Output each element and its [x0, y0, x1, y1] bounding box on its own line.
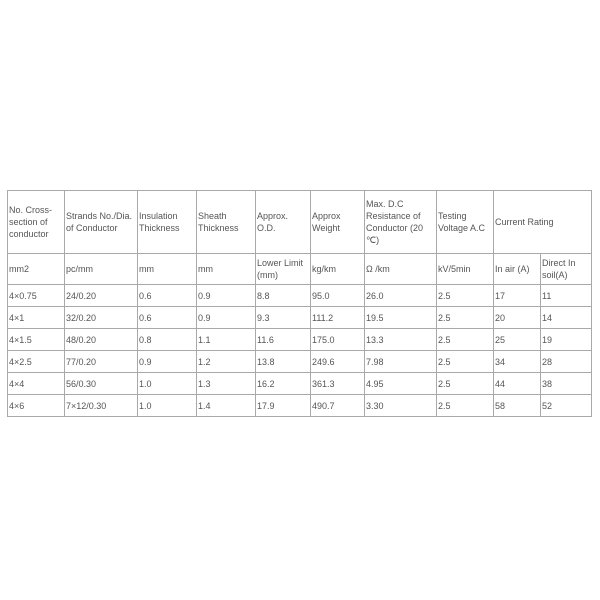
cell-approx-od: 17.9 — [256, 395, 311, 417]
cell-max-dc-resistance: 26.0 — [365, 285, 437, 307]
cell-strands: 7×12/0.30 — [65, 395, 138, 417]
cell-in-air: 44 — [494, 373, 541, 395]
cell-max-dc-resistance: 13.3 — [365, 329, 437, 351]
cell-sheath: 1.2 — [197, 351, 256, 373]
cell-max-dc-resistance: 19.5 — [365, 307, 437, 329]
unit-testing-voltage: kV/5min — [437, 254, 494, 285]
cell-cross-section: 4×4 — [8, 373, 65, 395]
cell-testing-voltage: 2.5 — [437, 395, 494, 417]
cell-in-air: 20 — [494, 307, 541, 329]
header-strands: Strands No./Dia. of Conductor — [65, 191, 138, 254]
unit-max-dc-resistance: Ω /km — [365, 254, 437, 285]
header-testing-voltage: Testing Voltage A.C — [437, 191, 494, 254]
cell-in-air: 58 — [494, 395, 541, 417]
header-approx-od: Approx. O.D. — [256, 191, 311, 254]
cell-sheath: 0.9 — [197, 307, 256, 329]
header-max-dc-resistance: Max. D.C Resistance of Conductor (20 ℃) — [365, 191, 437, 254]
unit-row — [8, 254, 592, 285]
cell-approx-od: 8.8 — [256, 285, 311, 307]
cell-max-dc-resistance: 3.30 — [365, 395, 437, 417]
cell-insulation: 0.8 — [138, 329, 197, 351]
cell-testing-voltage: 2.5 — [437, 329, 494, 351]
cell-approx-od: 16.2 — [256, 373, 311, 395]
cell-direct-in-soil: 14 — [541, 307, 592, 329]
cell-strands: 77/0.20 — [65, 351, 138, 373]
cell-direct-in-soil: 28 — [541, 351, 592, 373]
cell-max-dc-resistance: 7.98 — [365, 351, 437, 373]
cell-testing-voltage: 2.5 — [437, 351, 494, 373]
unit-direct-in-soil: Direct In soil(A) — [541, 254, 592, 285]
cell-approx-weight: 249.6 — [311, 351, 365, 373]
cell-approx-weight: 361.3 — [311, 373, 365, 395]
table-row — [8, 373, 592, 395]
cell-approx-od: 13.8 — [256, 351, 311, 373]
cell-cross-section: 4×2.5 — [8, 351, 65, 373]
unit-strands: pc/mm — [65, 254, 138, 285]
table-row — [8, 285, 592, 307]
cell-sheath: 1.1 — [197, 329, 256, 351]
cell-direct-in-soil: 52 — [541, 395, 592, 417]
cell-sheath: 1.3 — [197, 373, 256, 395]
table-row — [8, 329, 592, 351]
cable-spec-table — [7, 190, 592, 417]
header-cross-section: No. Cross-section of conductor — [8, 191, 65, 254]
cell-strands: 24/0.20 — [65, 285, 138, 307]
unit-approx-weight: kg/km — [311, 254, 365, 285]
cell-sheath: 1.4 — [197, 395, 256, 417]
cell-testing-voltage: 2.5 — [437, 373, 494, 395]
cell-sheath: 0.9 — [197, 285, 256, 307]
cell-strands: 32/0.20 — [65, 307, 138, 329]
cell-in-air: 17 — [494, 285, 541, 307]
cell-in-air: 34 — [494, 351, 541, 373]
cell-strands: 48/0.20 — [65, 329, 138, 351]
cell-insulation: 1.0 — [138, 373, 197, 395]
cell-direct-in-soil: 38 — [541, 373, 592, 395]
header-current-rating: Current Rating — [494, 191, 592, 254]
cell-cross-section: 4×1.5 — [8, 329, 65, 351]
cell-testing-voltage: 2.5 — [437, 307, 494, 329]
table-row — [8, 351, 592, 373]
cell-approx-weight: 95.0 — [311, 285, 365, 307]
cell-in-air: 25 — [494, 329, 541, 351]
cell-approx-weight: 490.7 — [311, 395, 365, 417]
header-insulation: Insulation Thickness — [138, 191, 197, 254]
cell-insulation: 0.9 — [138, 351, 197, 373]
cell-approx-od: 11.6 — [256, 329, 311, 351]
unit-sheath: mm — [197, 254, 256, 285]
cell-approx-od: 9.3 — [256, 307, 311, 329]
unit-insulation: mm — [138, 254, 197, 285]
cell-max-dc-resistance: 4.95 — [365, 373, 437, 395]
unit-in-air: In air (A) — [494, 254, 541, 285]
unit-approx-od: Lower Limit (mm) — [256, 254, 311, 285]
cell-approx-weight: 175.0 — [311, 329, 365, 351]
cell-direct-in-soil: 19 — [541, 329, 592, 351]
cell-insulation: 1.0 — [138, 395, 197, 417]
cell-cross-section: 4×0.75 — [8, 285, 65, 307]
cell-strands: 56/0.30 — [65, 373, 138, 395]
unit-cross-section: mm2 — [8, 254, 65, 285]
header-approx-weight: Approx Weight — [311, 191, 365, 254]
table-row — [8, 395, 592, 417]
cell-insulation: 0.6 — [138, 307, 197, 329]
header-row — [8, 191, 592, 254]
cell-testing-voltage: 2.5 — [437, 285, 494, 307]
cell-cross-section: 4×1 — [8, 307, 65, 329]
header-sheath: Sheath Thickness — [197, 191, 256, 254]
cell-insulation: 0.6 — [138, 285, 197, 307]
cell-cross-section: 4×6 — [8, 395, 65, 417]
table-row — [8, 307, 592, 329]
cell-approx-weight: 111.2 — [311, 307, 365, 329]
cell-direct-in-soil: 11 — [541, 285, 592, 307]
